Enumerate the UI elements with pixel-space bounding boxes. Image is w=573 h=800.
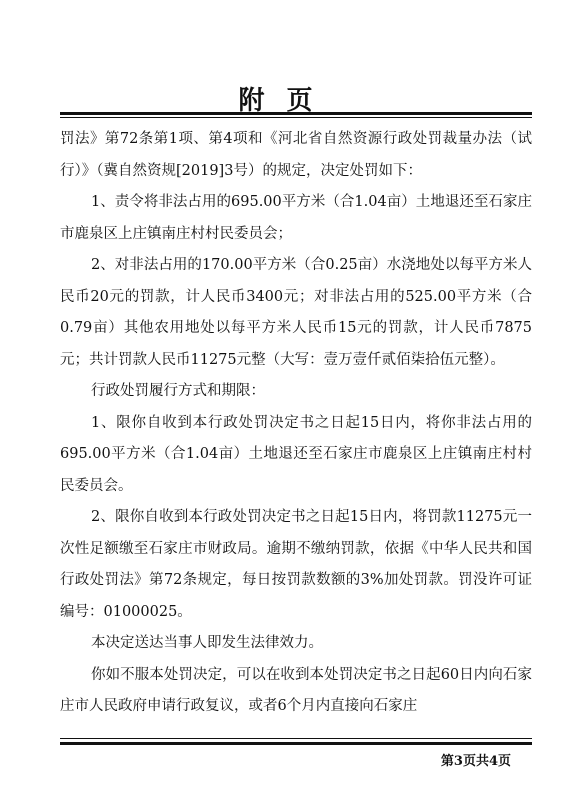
footer-rule-thick (60, 742, 532, 745)
page-number: 第3页共4页 (440, 754, 511, 769)
paragraph-enforcement-1: 1、限你自收到本行政处罚决定书之日起15日内，将你非法占用的695.00平方米（合1.04亩）土地退还至石家庄市鹿泉区上庄镇南庄村村民委员会。 (60, 414, 532, 494)
page-header-title: 附页 (238, 86, 335, 116)
paragraph-penalty-2: 2、对非法占用的170.00平方米（合0.25亩）水浇地处以每平方米人民币20元的罚款，计人民币3400元；对非法占用的525.00平方米（合0.79亩）其他农用地处以每平方米人民币15元的罚款，计人民币7875元；共计罚款人民币11275元整（大写：壹万壹仟贰佰柒拾伍元整）。 (60, 257, 532, 368)
paragraph-enforcement-heading: 行政处罚履行方式和期限： (91, 383, 265, 399)
header-rule-thick (60, 112, 532, 115)
footer-rule-thin (60, 738, 532, 739)
paragraph-legal-basis: 罚法》第72条第1项、第4项和《河北省自然资源行政处罚裁量办法（试行）》（冀自然资规[2019]3号）的规定，决定处罚如下： (60, 131, 532, 179)
header-rule-thin (60, 117, 532, 118)
document-body (60, 124, 532, 723)
paragraph-enforcement-2: 2、限你自收到本行政处罚决定书之日起15日内，将罚款11275元一次性足额缴至石家庄市财政局。逾期不缴纳罚款，依据《中华人民共和国行政处罚法》第72条规定，每日按罚款数额的3%加处罚款。罚没许可证编号：01000025。 (60, 509, 532, 620)
paragraph-appeal: 你如不服本处罚决定，可以在收到本处罚决定书之日起60日内向石家庄市人民政府申请行政复议，或者6个月内直接向石家庄 (60, 666, 532, 714)
paragraph-effective: 本决定送达当事人即发生法律效力。 (91, 635, 323, 651)
paragraph-penalty-1: 1、责令将非法占用的695.00平方米（合1.04亩）土地退还至石家庄市鹿泉区上庄镇南庄村村民委员会； (60, 194, 532, 242)
